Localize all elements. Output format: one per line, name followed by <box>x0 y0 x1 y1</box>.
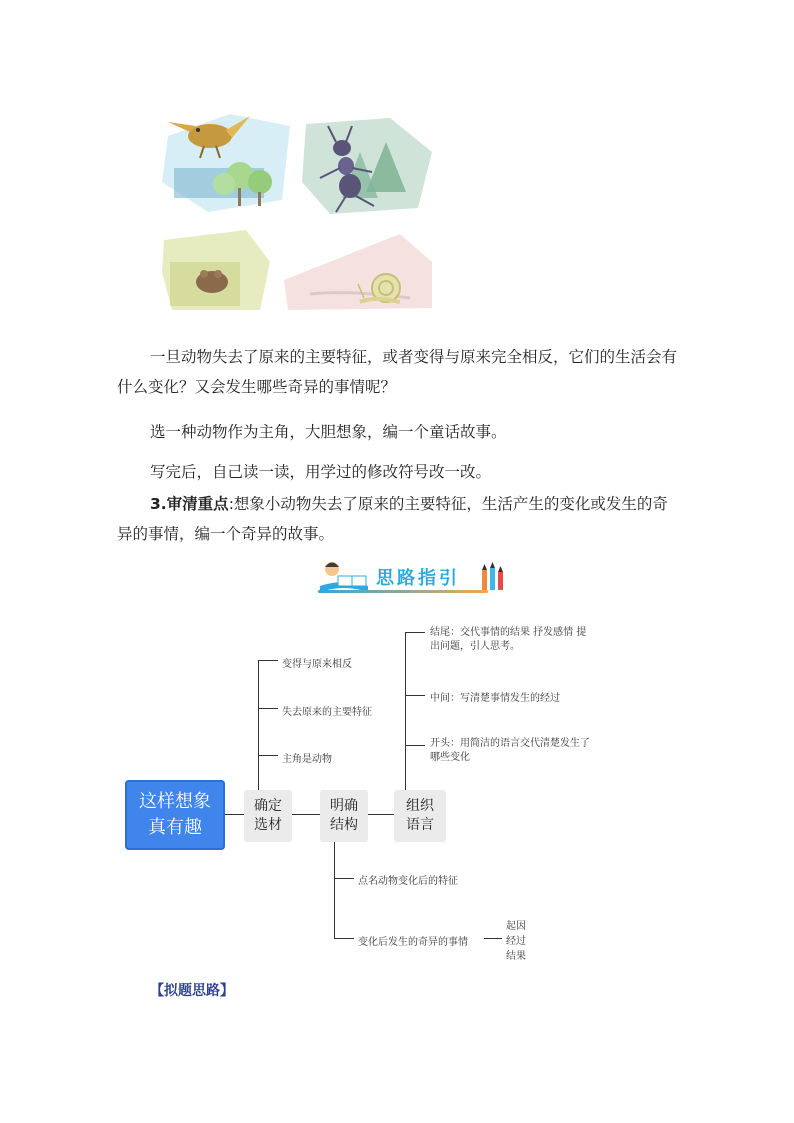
b2-tick-2 <box>334 938 354 939</box>
connector-b1-b2 <box>292 814 320 815</box>
b1-tick-2 <box>258 708 278 709</box>
b2-tick-1 <box>334 878 354 879</box>
b1-tick-1 <box>258 660 278 661</box>
animal-illustration <box>160 112 435 312</box>
paragraph-task: 选一种动物作为主角，大胆想象，编一个童话故事。 <box>150 423 507 441</box>
branch-label: 组织语言 <box>406 798 434 833</box>
b3-tick-1 <box>405 632 425 633</box>
b1-item: 变得与原来相反 <box>282 659 352 670</box>
b3-item: 中间：写清楚事情发生的经过 <box>430 693 560 704</box>
b3-spine <box>405 632 406 794</box>
sub-item: 结果 <box>506 951 526 962</box>
branch-label: 明确结构 <box>330 798 358 833</box>
section-heading: 【拟题思路】 <box>150 983 234 999</box>
b3-tick-3 <box>405 745 425 746</box>
b2-item: 点名动物变化后的特征 <box>358 876 458 887</box>
b1-spine <box>258 660 259 790</box>
connector-b2-b3 <box>368 814 394 815</box>
b2-sub-items <box>506 919 526 964</box>
paragraph-revise: 写完后，自己读一读，用学过的修改符号改一改。 <box>150 463 492 481</box>
b1-item: 主角是动物 <box>282 754 332 765</box>
b3-item: 结尾：交代事情的结果 抒发感情 提出问题，引人思考。 <box>430 627 587 652</box>
sub-item: 起因 <box>506 921 526 932</box>
paragraph-intro: 一旦动物失去了原来的主要特征，或者变得与原来完全相反，它们的生活会有什么变化？又会发生哪些奇异的事情呢？ <box>117 348 678 396</box>
branch-select-material <box>244 790 292 842</box>
b3-item: 开头：用简洁的语言交代清楚发生了哪些变化 <box>430 738 590 763</box>
b1-tick-3 <box>258 755 278 756</box>
branch-language <box>394 790 446 842</box>
b1-item: 失去原来的主要特征 <box>282 707 372 718</box>
b3-tick-2 <box>405 695 425 696</box>
mindmap-root <box>125 780 225 850</box>
paragraph-focus <box>117 489 677 549</box>
branch-label: 确定选材 <box>254 798 282 833</box>
b2-spine <box>334 842 335 938</box>
connector-root <box>225 814 245 815</box>
b2-sub-connector <box>484 938 502 939</box>
banner-title: 思路指引 <box>376 568 460 589</box>
sub-item: 经过 <box>506 936 526 947</box>
reader-icon <box>318 560 370 594</box>
pencils-icon <box>478 562 508 592</box>
root-label: 这样想象真有趣 <box>139 791 211 838</box>
branch-structure <box>320 790 368 842</box>
banner-underline <box>318 590 488 593</box>
focus-text: :想象小动物失去了原来的主要特征，生活产生的变化或发生的奇异的事情，编一个奇异的故事。 <box>117 495 668 543</box>
focus-label: 3.审清重点 <box>150 495 229 513</box>
b2-item: 变化后发生的奇异的事情 <box>358 937 468 948</box>
